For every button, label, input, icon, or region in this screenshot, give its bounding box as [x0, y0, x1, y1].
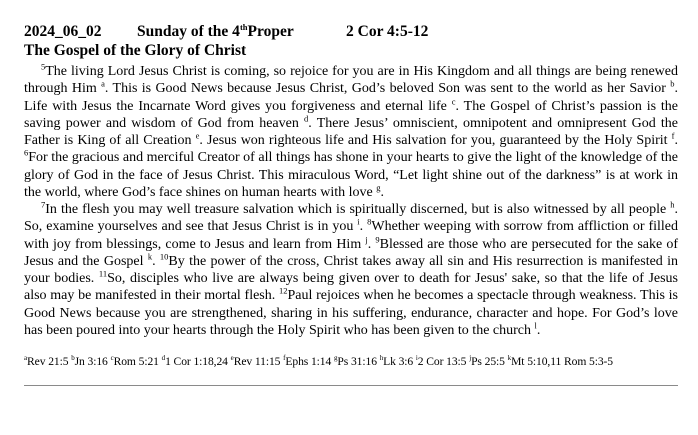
body-text: In the flesh you may well treasure salvation which is spiritually discerned, but is also witnessed by all people: [45, 202, 671, 217]
paragraph-1: [24, 63, 678, 201]
footnote-mark: k: [507, 354, 512, 363]
body-text: Blessed are those who are persecuted for the sake of Jesus and the Gospel: [24, 236, 679, 269]
sermon-title: The Gospel of the Glory of Christ: [24, 42, 247, 59]
footnote-mark: e: [230, 354, 234, 363]
footnote-mark: h: [379, 354, 384, 363]
footnote-ref: Ps 31:16: [337, 355, 377, 368]
footnote-marker: f: [671, 130, 675, 141]
footnote-marker: b: [670, 78, 675, 89]
footnote-marker: 5: [41, 61, 46, 72]
footnote-marker: 7: [41, 199, 46, 210]
body-text: .: [380, 184, 384, 200]
body-text: . There Jesus’ omniscient, omnipotent and omnipresent God the Father is King of all Creation: [24, 115, 678, 148]
footnote-marker: k: [147, 251, 153, 262]
footnote-mark: a: [24, 354, 28, 363]
footnote-ref: Ephs 1:14: [285, 355, 332, 368]
body-text: .: [674, 133, 679, 148]
body-text: .: [536, 322, 541, 338]
footnote-mark: i: [415, 354, 418, 363]
body-text: . This is Good News because Jesus Christ, God’s beloved Son was sent to the world as her Savior: [104, 81, 671, 97]
footnote-mark: b: [71, 354, 75, 363]
body-text: Paul rejoices when he becomes a spectacle through weakness. This is Good News because you are strengthened, sharing in his suffering, endurance, character and hope. For God’s love has been poured into your hearts through the Holy Spirit who has been given to the church: [24, 288, 679, 338]
body-text: So, disciples who live are always being given over to death for Jesus' sake, so that the life of Jesus also may be manifested in their mortal flesh.: [24, 271, 679, 304]
footnote-ref: Rom 5:21: [113, 355, 159, 368]
sermon-body: [24, 63, 678, 339]
footnote-mark: d: [161, 354, 166, 363]
footnote-marker: i: [357, 216, 360, 227]
body-text: . The Gospel of Christ’s passion is the saving power and wisdom of God from heaven: [24, 98, 679, 131]
document-page: [24, 22, 678, 368]
body-text: Whether weeping with sorrow from affliction or filled with joy from blessings, come to Jesus and learn from Him: [24, 219, 679, 252]
footnote-mark: j: [469, 354, 472, 363]
footnote-marker: 6: [24, 147, 29, 158]
sunday-label: [137, 22, 346, 41]
header-line: [24, 22, 678, 41]
footnote-marker: c: [451, 95, 456, 106]
footnote-marker: l: [534, 320, 537, 331]
footnote-marker: 8: [367, 216, 372, 227]
body-text: The living Lord Jesus Christ is coming, so rejoice for you are in His Kingdom and all things are being renewed through Him: [24, 64, 678, 97]
footnote-ref: Rom 5:3-5: [563, 355, 614, 368]
footnote-mark: f: [283, 354, 286, 363]
footnote-ref: Lk 3:6: [383, 355, 414, 368]
paragraph-2: [24, 201, 678, 339]
footnote-ref: Ps 25:5: [471, 355, 505, 368]
date-id: 2024_06_02: [24, 23, 102, 40]
footnote-ref: 2 Cor 13:5: [417, 355, 467, 368]
footnote-ref: Rev 21:5: [27, 355, 69, 368]
scripture-reference: 2 Cor 4:5-12: [346, 23, 429, 40]
footnote-marker: a: [101, 78, 105, 89]
footnote-marker: j: [365, 233, 368, 244]
footnote-references: [24, 355, 678, 368]
sunday-ordinal: th: [239, 21, 248, 32]
body-text: .: [367, 236, 376, 252]
bottom-rule: [24, 385, 678, 386]
footnote-ref: Jn 3:16: [74, 355, 108, 368]
body-text: . Jesus won righteous life and His salvation for you, guaranteed by the Holy Spirit: [199, 133, 672, 148]
footnote-mark: g: [334, 354, 338, 363]
footnote-marker: d: [304, 113, 309, 124]
footnote-marker: h: [670, 199, 675, 210]
body-text: By the power of the cross, Christ takes away all sin and His resurrection is manifested in your bodies.: [24, 253, 679, 286]
footnote-marker: e: [195, 130, 200, 141]
proper-text: Proper: [247, 23, 294, 40]
footnote-marker: 10: [159, 251, 169, 262]
footnote-marker: 9: [375, 233, 380, 244]
body-text: . So, examine yourselves and see that Jesus Christ is in you: [24, 202, 678, 235]
body-text: .: [152, 253, 160, 269]
body-text: For the gracious and merciful Creator of all things has shone in your hearts to give the light of the knowledge of the glory of God in the face of Jesus Christ. This miraculous Word, “Let light shine out of the darkness” is at work in the world, where God’s face shines on human hearts with love: [24, 150, 678, 200]
sunday-text: Sunday of the 4: [137, 23, 240, 40]
body-text: . Life with Jesus the Incarnate Word gives you forgiveness and eternal life: [24, 81, 678, 114]
footnote-ref: Mt 5:10,11: [511, 355, 562, 368]
footnote-ref: Rev 11:15: [233, 355, 281, 368]
footnote-ref: 1 Cor 1:18,24: [165, 355, 228, 368]
footnote-marker: 12: [279, 285, 288, 296]
footnote-mark: c: [110, 354, 114, 363]
footnote-marker: 11: [98, 268, 108, 279]
footnote-marker: g: [376, 182, 381, 193]
body-text: .: [359, 219, 368, 235]
